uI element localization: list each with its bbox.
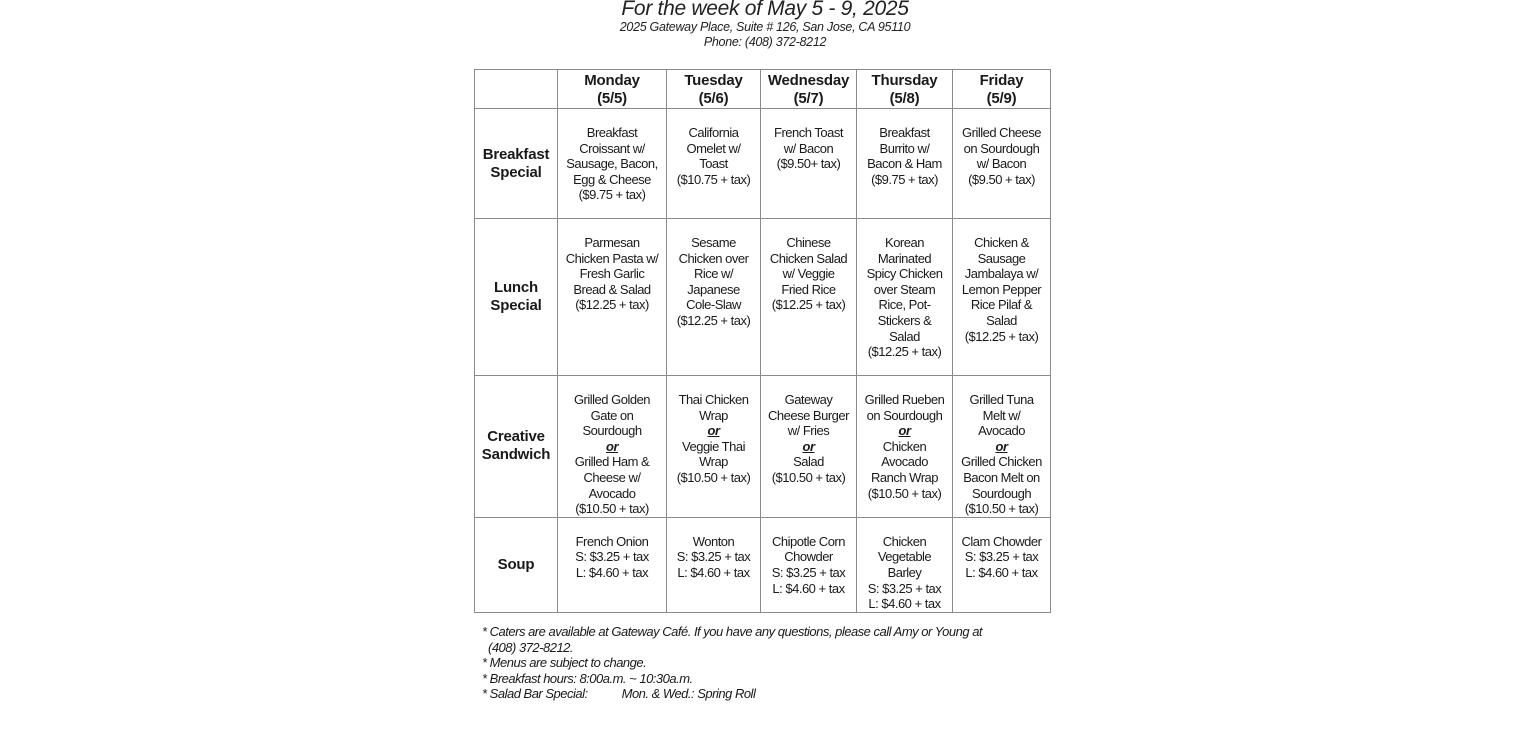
menu-line: Chicken bbox=[882, 438, 927, 454]
menu-price: ($10.50 + tax) bbox=[771, 469, 846, 485]
cafe-address: 2025 Gateway Place, Suite # 126, San Jose, CA 95110 bbox=[619, 20, 911, 34]
menu-price: ($12.25 + tax) bbox=[676, 312, 751, 328]
breakfast-monday bbox=[558, 109, 667, 219]
menu-price: ($10.50 + tax) bbox=[575, 501, 649, 517]
day-date: (5/5) bbox=[597, 90, 627, 107]
soup-wednesday bbox=[761, 517, 857, 612]
menu-line: Egg & Cheese bbox=[573, 171, 651, 187]
sandwich-friday bbox=[953, 376, 1051, 518]
menu-line: Avocado bbox=[588, 485, 636, 501]
menu-price: S: $3.25 + tax bbox=[964, 549, 1039, 565]
menu-line: on Sourdough bbox=[866, 407, 943, 423]
lunch-row bbox=[475, 219, 1051, 376]
menu-line: Sourdough bbox=[971, 485, 1032, 501]
soup-row bbox=[475, 517, 1051, 612]
or-separator: or bbox=[898, 423, 911, 439]
weekly-menu-table bbox=[474, 69, 1051, 613]
day-name: Wednesday bbox=[767, 72, 850, 89]
row-label-soup bbox=[475, 517, 558, 612]
note-caters-phone: (408) 372-8212. bbox=[488, 639, 574, 655]
menu-line: Grilled Chicken bbox=[961, 454, 1042, 470]
day-name: Friday bbox=[979, 72, 1024, 89]
sandwich-thursday bbox=[857, 376, 953, 518]
menu-price: ($12.25 + tax) bbox=[964, 328, 1039, 344]
lunch-monday bbox=[558, 219, 667, 376]
soup-monday bbox=[558, 517, 667, 612]
day-header-monday bbox=[558, 70, 667, 109]
menu-line: Gateway bbox=[784, 392, 833, 407]
menu-line: Salad bbox=[793, 454, 824, 470]
menu-line: Jambalaya w/ bbox=[964, 266, 1039, 282]
menu-price: ($10.75 + tax) bbox=[676, 171, 751, 187]
lunch-wednesday bbox=[761, 219, 857, 376]
menu-line: Ranch Wrap bbox=[870, 469, 938, 485]
day-header-friday bbox=[953, 70, 1051, 109]
row-label-sandwich bbox=[475, 376, 558, 518]
menu-price: ($12.25 + tax) bbox=[867, 344, 942, 360]
menu-price: S: $3.25 + tax bbox=[676, 549, 751, 565]
day-date: (5/7) bbox=[793, 90, 824, 107]
menu-line: Chicken Pasta w/ bbox=[565, 250, 659, 266]
cafe-phone: Phone: (408) 372-8212 bbox=[703, 35, 827, 49]
menu-line: Korean bbox=[885, 235, 924, 250]
note-breakfast-hours: * Breakfast hours: 8:00a.m. ~ 10:30a.m. bbox=[482, 670, 693, 686]
menu-price: ($12.25 + tax) bbox=[575, 297, 649, 313]
menu-line: Chicken Salad bbox=[769, 250, 848, 266]
menu-line: Wrap bbox=[699, 454, 728, 470]
menu-line: Wrap bbox=[699, 407, 728, 423]
menu-price: L: $4.60 + tax bbox=[575, 564, 649, 580]
menu-line: over Steam bbox=[873, 281, 936, 297]
lunch-tuesday bbox=[667, 219, 761, 376]
day-date: (5/6) bbox=[698, 90, 729, 107]
menu-line: Avocado bbox=[978, 423, 1025, 439]
breakfast-wednesday bbox=[761, 109, 857, 219]
menu-line: on Sourdough bbox=[963, 140, 1040, 156]
menu-price: ($12.25 + tax) bbox=[771, 297, 846, 313]
menu-line: Bacon & Ham bbox=[867, 156, 942, 172]
menu-line: California bbox=[688, 125, 739, 140]
sandwich-tuesday bbox=[667, 376, 761, 518]
menu-line: Chicken over bbox=[678, 250, 749, 266]
menu-line: Breakfast bbox=[586, 125, 638, 140]
or-separator: or bbox=[606, 438, 618, 454]
note-caters: * Caters are available at Gateway Café. If you have any questions, please call Amy or Young at bbox=[482, 624, 983, 639]
menu-line: Rice w/ bbox=[693, 266, 734, 282]
salad-bar-label: * Salad Bar Special: bbox=[482, 686, 588, 702]
menu-price: ($9.75 + tax) bbox=[578, 187, 646, 203]
row-label-line: Sandwich bbox=[481, 446, 551, 464]
note-menus: * Menus are subject to change. bbox=[482, 655, 647, 671]
menu-line: Fried Rice bbox=[781, 281, 836, 297]
day-name: Tuesday bbox=[684, 72, 743, 89]
row-label-breakfast bbox=[475, 109, 558, 219]
breakfast-thursday bbox=[857, 109, 953, 219]
note-salad-bar bbox=[482, 686, 1042, 702]
menu-line: French Onion bbox=[575, 533, 649, 549]
menu-line: w/ Veggie bbox=[782, 266, 835, 282]
menu-line: Sausage, Bacon, bbox=[566, 156, 658, 172]
day-header-row bbox=[475, 70, 1051, 109]
breakfast-row bbox=[475, 109, 1051, 219]
menu-line: Burrito w/ bbox=[879, 140, 930, 156]
menu-line: Spicy Chicken bbox=[866, 266, 943, 282]
menu-line: Grilled Cheese bbox=[962, 125, 1041, 140]
menu-header bbox=[0, 0, 1530, 50]
row-label-lunch bbox=[475, 219, 558, 376]
row-label-line: Special bbox=[490, 163, 542, 181]
menu-line: Chowder bbox=[784, 549, 833, 565]
menu-line: Vegetable bbox=[877, 549, 932, 565]
menu-line: w/ Fries bbox=[787, 423, 830, 439]
or-separator: or bbox=[802, 438, 815, 454]
menu-price: ($9.50 + tax) bbox=[968, 171, 1035, 187]
menu-line: Rice Pilaf & bbox=[970, 297, 1033, 313]
menu-line: French Toast bbox=[774, 125, 843, 140]
menu-price: ($10.50 + tax) bbox=[867, 485, 942, 501]
row-label-line: Breakfast bbox=[482, 145, 550, 163]
menu-price: ($9.75 + tax) bbox=[871, 171, 938, 187]
menu-line: Cole-Slaw bbox=[686, 297, 741, 313]
menu-line: Croissant w/ bbox=[579, 140, 645, 156]
menu-price: L: $4.60 + tax bbox=[965, 564, 1038, 580]
soup-thursday bbox=[857, 517, 953, 612]
menu-line: Bacon Melt on bbox=[963, 469, 1040, 485]
menu-price: L: $4.60 + tax bbox=[677, 564, 750, 580]
lunch-thursday bbox=[857, 219, 953, 376]
menu-line: Grilled Ham & bbox=[574, 454, 650, 470]
menu-line: Rice, Pot- bbox=[878, 297, 931, 313]
menu-line: Chinese bbox=[786, 235, 831, 250]
menu-line: w/ Bacon bbox=[976, 156, 1027, 172]
menu-line: Chicken & bbox=[974, 235, 1029, 250]
day-date: (5/8) bbox=[889, 90, 920, 107]
menu-line: Fresh Garlic bbox=[579, 266, 645, 282]
menu-line: Lemon Pepper bbox=[961, 281, 1042, 297]
menu-line: Gate on bbox=[590, 407, 634, 423]
menu-line: Clam Chowder bbox=[961, 533, 1042, 549]
day-name: Monday bbox=[584, 72, 640, 89]
day-header-wednesday bbox=[761, 70, 857, 109]
day-header-thursday bbox=[857, 70, 953, 109]
menu-line: Grilled Tuna bbox=[969, 392, 1034, 407]
breakfast-friday bbox=[953, 109, 1051, 219]
or-separator: or bbox=[995, 438, 1008, 454]
day-name: Thursday bbox=[871, 72, 938, 89]
menu-line: Parmesan bbox=[584, 235, 640, 250]
soup-friday bbox=[953, 517, 1051, 612]
breakfast-tuesday bbox=[667, 109, 761, 219]
row-label-line: Special bbox=[490, 297, 542, 314]
menu-line: Marinated bbox=[877, 250, 932, 266]
menu-line: Bread & Salad bbox=[573, 281, 651, 297]
or-separator: or bbox=[707, 423, 720, 439]
menu-line: Sesame bbox=[691, 235, 736, 250]
menu-line: Cheese Burger bbox=[768, 407, 849, 423]
menu-line: Melt w/ bbox=[982, 407, 1021, 423]
menu-line: Chipotle Corn bbox=[772, 533, 845, 549]
menu-line: Sourdough bbox=[582, 423, 642, 439]
footnotes bbox=[482, 624, 1042, 702]
sandwich-row bbox=[475, 376, 1051, 518]
menu-line: Grilled Rueben bbox=[864, 392, 945, 407]
menu-line: Chicken bbox=[882, 533, 927, 549]
sandwich-monday bbox=[558, 376, 667, 518]
row-label-line: Soup bbox=[497, 555, 535, 573]
row-label-line: Lunch bbox=[494, 279, 538, 296]
soup-tuesday bbox=[667, 517, 761, 612]
page-title: For the week of May 5 - 9, 2025 bbox=[621, 0, 909, 20]
menu-line: Veggie Thai bbox=[682, 438, 745, 454]
menu-line: Cheese w/ bbox=[583, 469, 641, 485]
day-header-tuesday bbox=[667, 70, 761, 109]
menu-line: Breakfast bbox=[879, 125, 930, 140]
day-date: (5/9) bbox=[986, 90, 1017, 107]
menu-price: S: $3.25 + tax bbox=[575, 549, 649, 565]
menu-line: Omelet w/ bbox=[686, 140, 741, 156]
salad-bar-value: Mon. & Wed.: Spring Roll bbox=[621, 686, 756, 702]
menu-line: Toast bbox=[699, 156, 728, 172]
menu-line: w/ Bacon bbox=[783, 140, 834, 156]
menu-line: Japanese bbox=[687, 281, 740, 297]
menu-price: ($10.50 + tax) bbox=[964, 501, 1039, 517]
menu-line: Thai Chicken bbox=[678, 392, 749, 407]
sandwich-wednesday bbox=[761, 376, 857, 518]
menu-price: S: $3.25 + tax bbox=[867, 580, 942, 596]
menu-line: Stickers & bbox=[877, 312, 932, 328]
menu-line: Barley bbox=[887, 564, 922, 580]
menu-price: L: $4.60 + tax bbox=[868, 596, 941, 612]
menu-line: Sausage bbox=[977, 250, 1026, 266]
menu-price: ($10.50 + tax) bbox=[676, 469, 751, 485]
menu-line: Salad bbox=[889, 328, 920, 344]
lunch-friday bbox=[953, 219, 1051, 376]
corner-cell bbox=[475, 70, 558, 109]
menu-price: ($9.50+ tax) bbox=[776, 156, 841, 172]
menu-price: L: $4.60 + tax bbox=[772, 580, 845, 596]
menu-line: Grilled Golden bbox=[573, 392, 651, 407]
menu-line: Avocado bbox=[881, 454, 928, 470]
row-label-line: Creative bbox=[487, 428, 545, 446]
menu-line: Salad bbox=[986, 312, 1017, 328]
menu-line: Wonton bbox=[692, 533, 735, 549]
menu-price: S: $3.25 + tax bbox=[771, 564, 846, 580]
